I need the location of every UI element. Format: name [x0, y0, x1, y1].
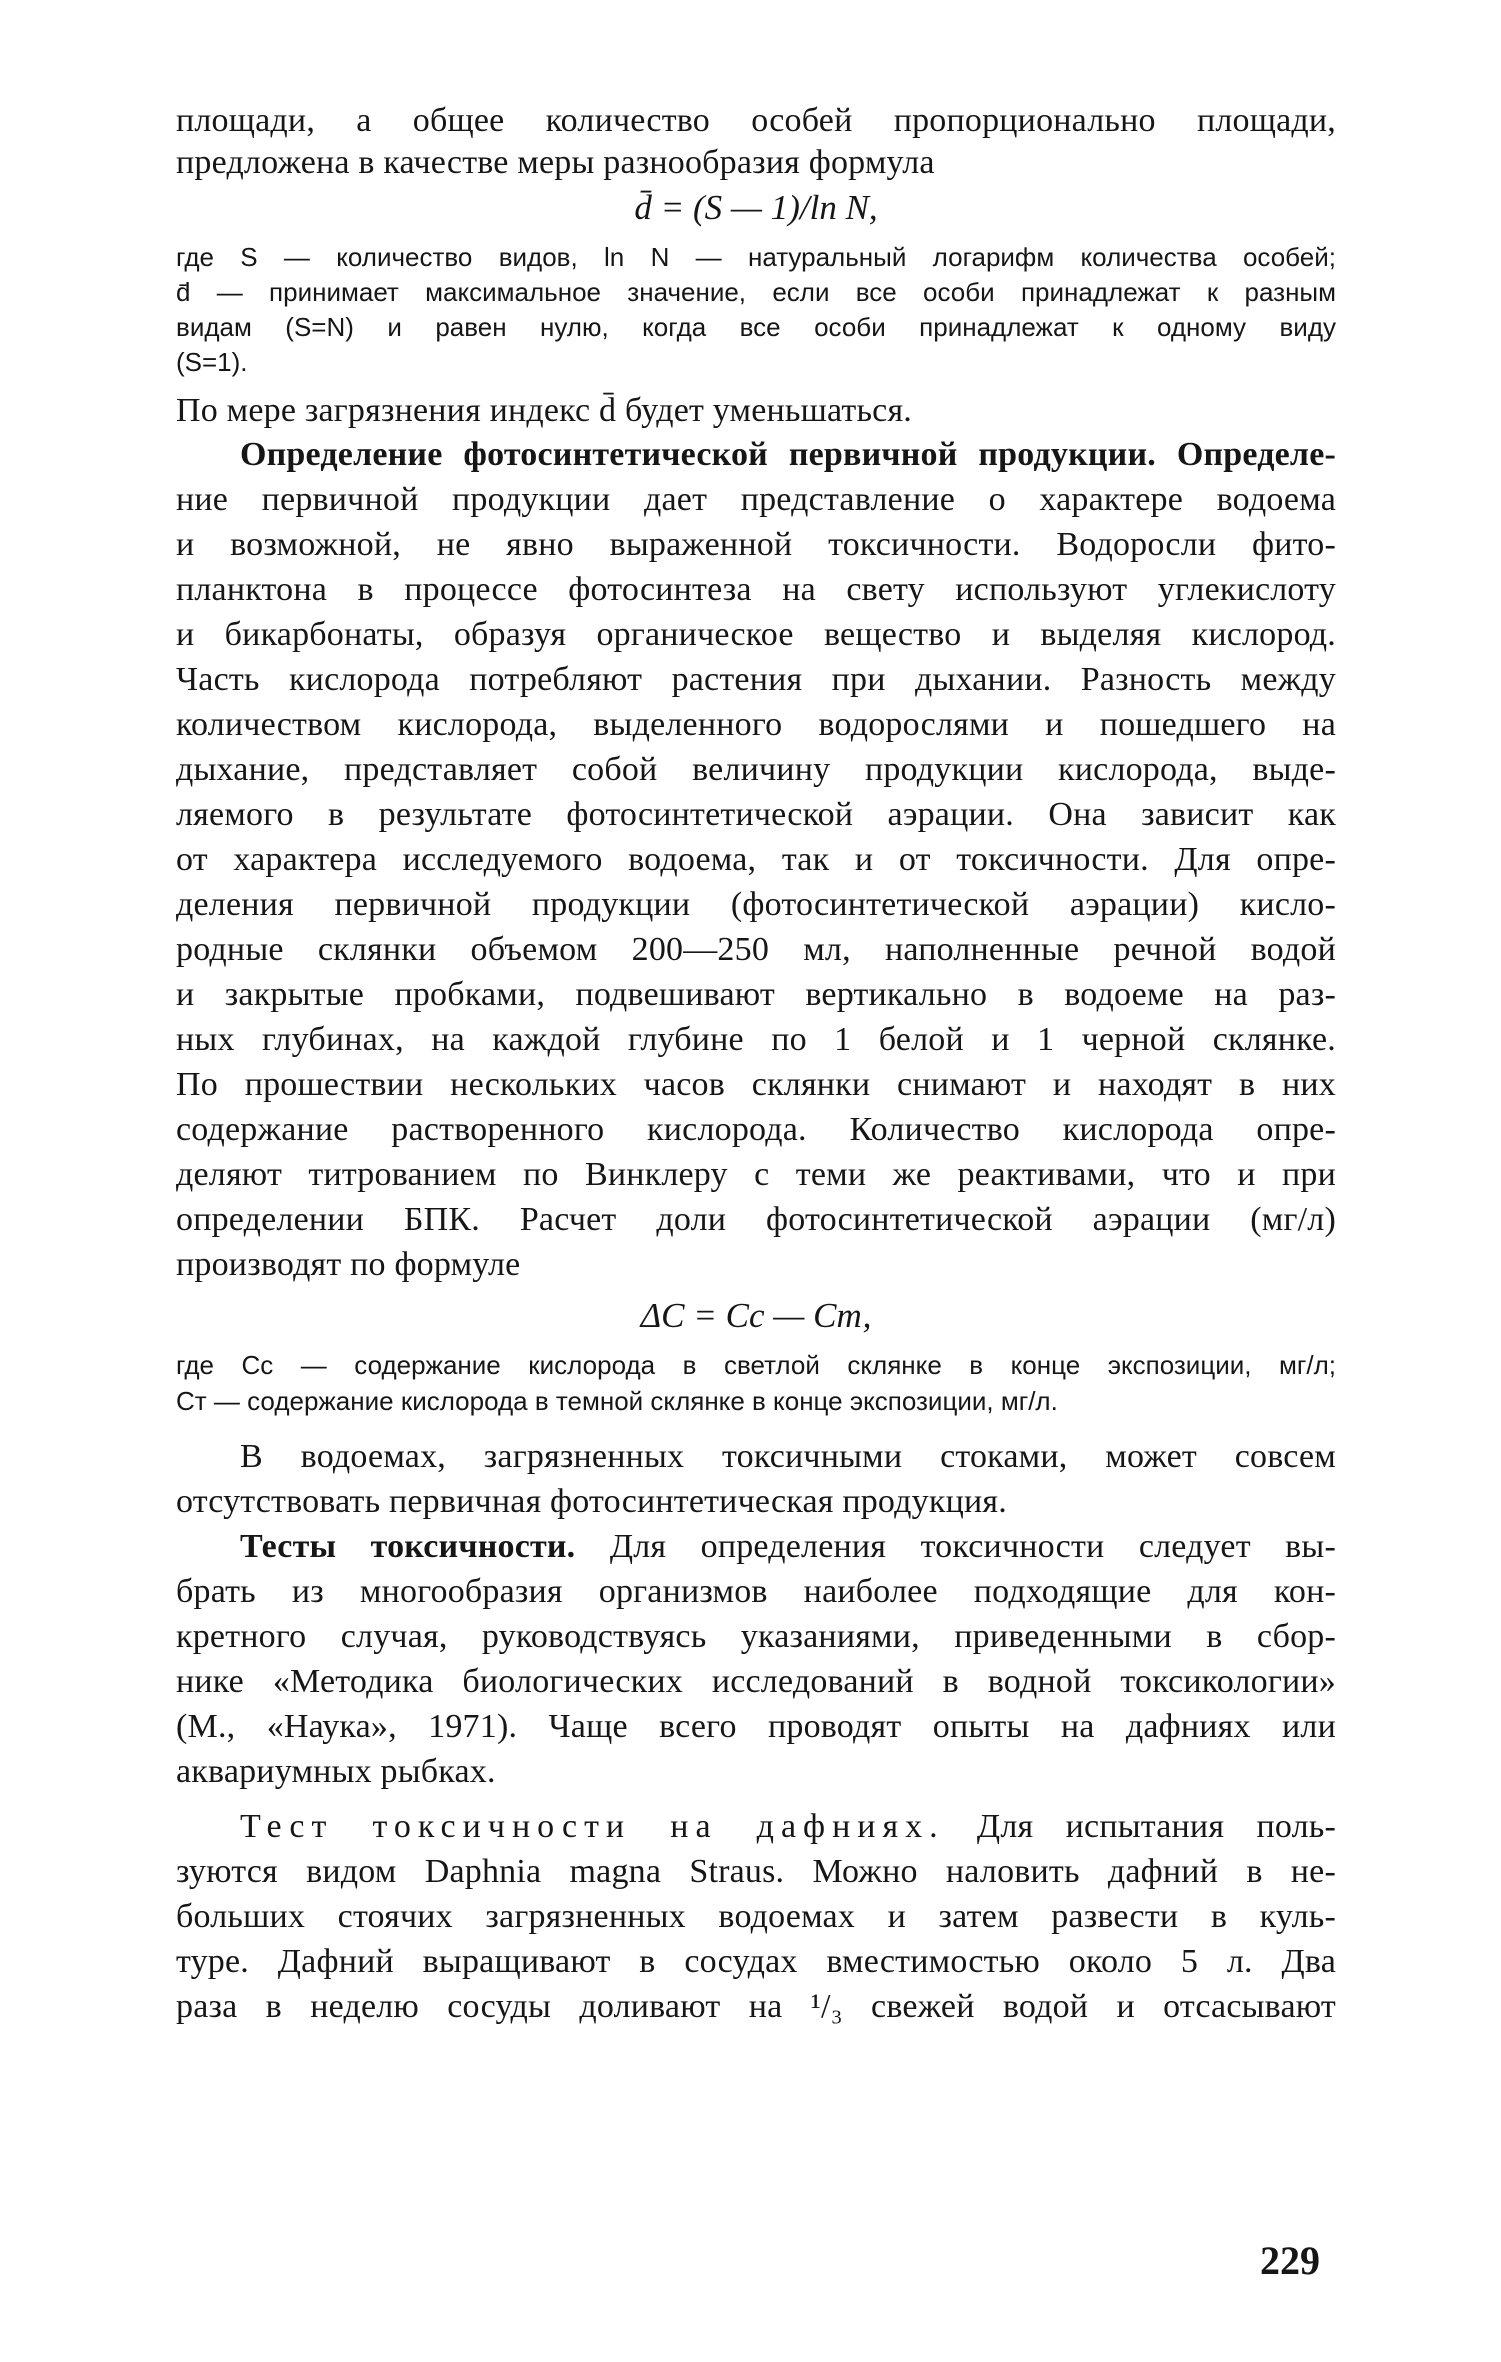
spaced-heading: Тест токсичности на дафниях.: [240, 1808, 945, 1845]
oxygen-formula: ΔC = Cс — Cт,: [640, 1296, 872, 1335]
text-line: (М., «Наука», 1971). Чаще всего проводят опыты на дафниях или: [176, 1708, 1336, 1745]
text-line: деляют титрованием по Винклеру с теми же реактивами, что и при: [176, 1156, 1336, 1193]
text-line: По прошествии нескольких часов склянки снимают и находят в них: [176, 1066, 1336, 1103]
section-heading-line: [240, 1524, 1336, 1569]
text-line: от характера исследуемого водоема, так и от токсичности. Для опре-: [176, 841, 1336, 878]
section-heading-line: [240, 1804, 1336, 1849]
text-line: деления первичной продукции (фотосинтетической аэрации) кисло-: [176, 886, 1336, 923]
text-line: аквариумных рыбках.: [176, 1753, 496, 1790]
formula-note-line: (S=1).: [176, 347, 248, 377]
text-line: ных глубинах, на каждой глубине по 1 белой и 1 черной склянке.: [176, 1021, 1336, 1058]
text-line: нике «Методика биологических исследований в водной токсикологии»: [176, 1663, 1336, 1700]
text-line: кретного случая, руководствуясь указаниями, приведенными в сбор-: [176, 1618, 1336, 1655]
text-line: планктона в процессе фотосинтеза на свету используют углекислоту: [176, 571, 1336, 608]
text-line: содержание растворенного кислорода. Количество кислорода опре-: [176, 1111, 1336, 1148]
text-line: предложена в качестве меры разнообразия формула: [176, 144, 935, 181]
text-fragment: Определе-: [1176, 436, 1337, 473]
text-line: больших стоячих загрязненных водоемах и затем развести в куль-: [176, 1898, 1336, 1935]
formula-note-line: видам (S=N) и равен нулю, когда все особи принадлежат к одному виду: [176, 312, 1336, 342]
text-line: дыхание, представляет собой величину продукции кислорода, выде-: [176, 751, 1336, 788]
formula-note-line: где Cс — содержание кислорода в светлой склянке в конце экспозиции, мг/л;: [176, 1350, 1336, 1380]
formula-note-line: d̄ — принимает максимальное значение, если все особи принадлежат к разным: [176, 277, 1336, 307]
page-number: 229: [1260, 2238, 1320, 2283]
text-line: ляемого в результате фотосинтетической аэрации. Она зависит как: [176, 796, 1336, 833]
text-line: площади, а общее количество особей пропорционально площади,: [176, 102, 1336, 139]
text-line: Часть кислорода потребляют растения при дыхании. Разность между: [176, 661, 1336, 698]
text-line: определении БПК. Расчет доли фотосинтетической аэрации (мг/л): [176, 1201, 1336, 1238]
text-fragment: Для испытания поль-: [976, 1808, 1337, 1845]
text-line: количеством кислорода, выделенного водорослями и пошедшего на: [176, 706, 1336, 743]
text-line: производят по формуле: [176, 1246, 521, 1283]
text-line: и возможной, не явно выраженной токсичности. Водоросли фито-: [176, 526, 1336, 563]
formula-note-line: где S — количество видов, ln N — натуральный логарифм количества особей;: [176, 242, 1336, 272]
text-line: раза в неделю сосуды доливают на ¹/₃ свежей водой и отсасывают: [176, 1988, 1336, 2025]
text-line: ние первичной продукции дает представление о характере водоема: [176, 481, 1336, 518]
section-heading: Определение фотосинтетической первичной продукции.: [240, 436, 1156, 473]
formula-note-line: Cт — содержание кислорода в темной склянке в конце экспозиции, мг/л.: [176, 1386, 1058, 1416]
text-line: зуются видом Daphnia magna Straus. Можно наловить дафний в не-: [176, 1853, 1336, 1890]
text-line: брать из многообразия организмов наиболее подходящие для кон-: [176, 1573, 1336, 1610]
text-line: туре. Дафний выращивают в сосудах вместимостью около 5 л. Два: [176, 1943, 1336, 1980]
section-heading: Тесты токсичности.: [240, 1528, 576, 1565]
text-line: родные склянки объемом 200—250 мл, наполненные речной водой: [176, 931, 1336, 968]
diversity-formula: d̄ = (S — 1)/ln N,: [634, 188, 878, 227]
text-line: По мере загрязнения индекс d̄ будет уменьшаться.: [176, 392, 913, 429]
text-line: и бикарбонаты, образуя органическое вещество и выделяя кислород.: [176, 616, 1336, 653]
text-line: и закрытые пробками, подвешивают вертикально в водоеме на раз-: [176, 976, 1336, 1013]
text-line: В водоемах, загрязненных токсичными стоками, может совсем: [240, 1438, 1336, 1475]
text-fragment: Для определения токсичности следует вы-: [609, 1528, 1336, 1565]
section-heading-line: [240, 432, 1336, 477]
text-line: отсутствовать первичная фотосинтетическая продукция.: [176, 1483, 1007, 1520]
